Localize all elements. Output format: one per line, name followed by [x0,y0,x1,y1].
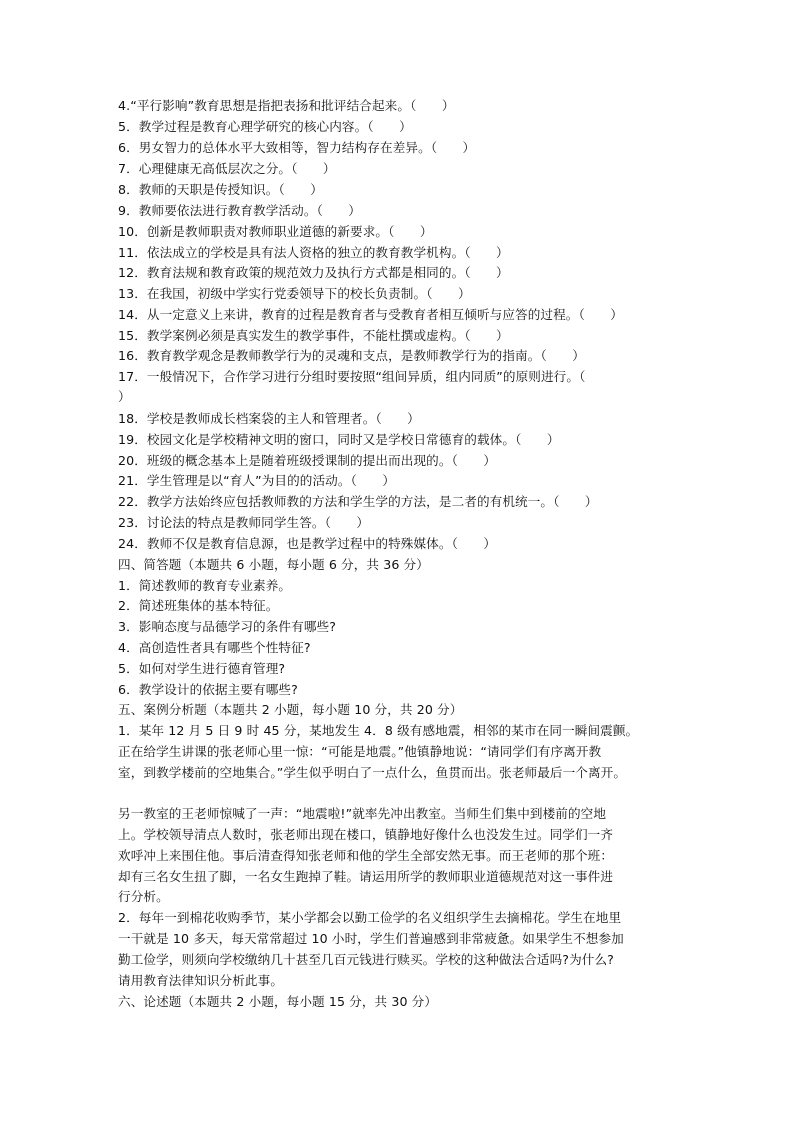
case-text: 一干就是 10 多天，每天常常超过 10 小时，学生们普遍感到非常疲惫。如果学生不想参加 [118,931,624,946]
question-item: 1．简述教师的教育专业素养。 [118,578,292,593]
question-item: 2．简述班集体的基本特征。 [118,598,279,613]
judge-item: 16．教育教学观念是教师教学行为的灵魂和支点，是教师教学行为的指南。（ ） [118,348,585,363]
judge-item: 10．创新是教师职责对教师职业道德的新要求。（ ） [118,224,433,239]
section-heading: 五、案例分析题（本题共 2 小题，每小题 10 分，共 20 分） [118,702,463,717]
judge-item: 21．学生管理是以“育人”为目的的活动。（ ） [118,473,396,488]
judge-item: 15．教学案例必须是真实发生的教学事件，不能杜撰或虚构。（ ） [118,328,509,343]
judge-item: 24．教师不仅是教育信息源，也是教学过程中的特殊媒体。（ ） [118,536,497,551]
question-item: 4．高创造性者具有哪些个性特征? [118,640,311,655]
question-item: 6．教学设计的依据主要有哪些? [118,682,298,697]
case-text: 室，到教学楼前的空地集合。”学生似乎明白了一点什么，鱼贯而出。张老师最后一个离开。 [118,765,627,780]
case-text: 欢呼冲上来围住他。事后清查得知张老师和他的学生全部安然无事。而王老师的那个班： [118,848,614,863]
judge-item: 9．教师要依法进行教育教学活动。（ ） [118,203,361,218]
judge-item-continuation: ） [118,389,131,404]
judge-item: 22．教学方法始终应包括教师教的方法和学生学的方法，是二者的有机统一。（ ） [118,494,598,509]
judge-item: 18．学校是教师成长档案袋的主人和管理者。（ ） [118,411,420,426]
case-text: 1．某年 12 月 5 日 9 时 45 分，某地发生 4．8 级有感地震，相邻的某市在同一瞬间震颤。 [118,723,639,738]
judge-item: 20．班级的概念基本上是随着班级授课制的提出而出现的。（ ） [118,453,497,468]
judge-item: 19．校园文化是学校精神文明的窗口，同时又是学校日常德育的载体。（ ） [118,432,560,447]
section-heading: 四、简答题（本题共 6 小题，每小题 6 分，共 36 分） [118,557,429,572]
judge-item: 8．教师的天职是传授知识。（ ） [118,182,323,197]
judge-item: 14．从一定意义上来讲，教育的过程是教育者与受教育者相互倾听与应答的过程。（ ） [118,307,623,322]
case-text: 正在给学生讲课的张老师心里一惊：“可能是地震。”他镇静地说：“请同学们有序离开教 [118,744,602,759]
judge-item: 4.“平行影响”教育思想是指把表扬和批评结合起来。（ ） [118,98,455,113]
case-text: 另一教室的王老师惊喊了一声：“地震啦!”就率先冲出教室。当师生们集中到楼前的空地 [118,806,607,821]
case-text: 勤工俭学，则须向学校缴纳几十甚至几百元钱进行赎买。学校的这种做法合适吗?为什么? [118,952,614,967]
judge-item: 7．心理健康无高低层次之分。（ ） [118,161,336,176]
question-item: 5．如何对学生进行德育管理? [118,661,286,676]
case-text: 上。学校领导清点人数时，张老师出现在楼口，镇静地好像什么也没发生过。同学们一齐 [118,827,614,842]
case-text: 却有三名女生扭了脚，一名女生跑掉了鞋。请运用所学的教师职业道德规范对这一事件进 [118,869,614,884]
case-text: 请用教育法律知识分析此事。 [118,973,284,988]
judge-item: 17．一般情况下，合作学习进行分组时要按照“组间异质，组内同质”的原则进行。（ [118,369,586,384]
case-text: 行分析。 [118,889,169,904]
judge-item: 6．男女智力的总体水平大致相等，智力结构存在差异。（ ） [118,140,476,155]
judge-item: 23．讨论法的特点是教师同学生答。（ ） [118,515,370,530]
case-text: 2．每年一到棉花收购季节，某小学都会以勤工俭学的名义组织学生去摘棉花。学生在地里 [118,910,622,925]
question-item: 3．影响态度与品德学习的条件有哪些? [118,619,336,634]
section-heading: 六、论述题（本题共 2 小题，每小题 15 分，共 30 分） [118,994,438,1009]
judge-item: 5．教学过程是教育心理学研究的核心内容。（ ） [118,119,412,134]
judge-item: 12．教育法规和教育政策的规范效力及执行方式都是相同的。（ ） [118,265,509,280]
judge-item: 11．依法成立的学校是具有法人资格的独立的教育教学机构。（ ） [118,245,509,260]
judge-item: 13．在我国，初级中学实行党委领导下的校长负责制。（ ） [118,286,471,301]
